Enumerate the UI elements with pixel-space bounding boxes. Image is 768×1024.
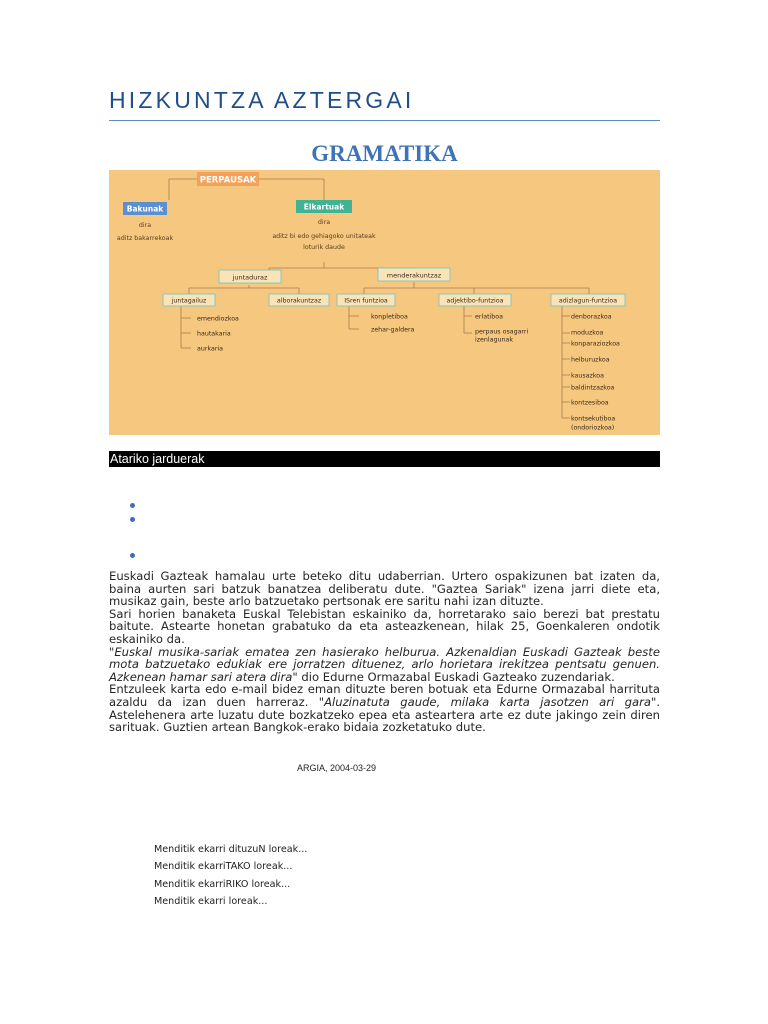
isren-label: ISren funtzioa bbox=[344, 297, 388, 305]
page-title: HIZKUNTZA AZTERGAI bbox=[109, 87, 415, 113]
phrase-list bbox=[154, 844, 307, 913]
quote-1-attribution: dio Edurne Ormazabal Euskadi Gazteako zuzendariak. bbox=[297, 669, 615, 684]
leaf-konpletiboa: konpletiboa bbox=[371, 313, 408, 321]
leaf-baldintzazkoa: baldintzazkoa bbox=[571, 384, 615, 392]
leaf-konparaziozkoa: konparaziozkoa bbox=[571, 340, 620, 348]
elkartuak-label: Elkartuak bbox=[303, 202, 345, 212]
elkartuak-line-1: dira bbox=[317, 219, 331, 226]
phrase-item: Menditik ekarriRIKO loreak... bbox=[154, 878, 291, 890]
phrase-item: Menditik ekarri loreak... bbox=[154, 895, 268, 907]
leaf-zehar-galdera: zehar-galdera bbox=[371, 326, 415, 334]
leaf-hautakaria: hautakaria bbox=[197, 330, 231, 338]
elkartuak-line-3: loturik daude bbox=[303, 244, 345, 251]
article-text bbox=[109, 570, 660, 734]
activity-heading-bar bbox=[109, 451, 660, 467]
leaf-izenlagunak: izenlagunak bbox=[475, 336, 514, 344]
juntagailuz-label: juntagailuz bbox=[171, 297, 207, 305]
leaf-kontzesiboa: kontzesiboa bbox=[571, 399, 609, 407]
activity-heading: Atariko jarduerak bbox=[110, 452, 205, 466]
page-header bbox=[109, 87, 660, 114]
leaf-emendiozkoa: emendiozkoa bbox=[197, 315, 239, 323]
alborakuntzaz-label: alborakuntzaz bbox=[276, 297, 322, 305]
paragraph-4-start: Entzuleek karta edo e-mail bidez eman dituzte beren botuak eta Edurne Ormazabal harrituta azaldu da izan duen harreraz. bbox=[109, 682, 660, 709]
phrase-item: Menditik ekarri dituzuN loreak... bbox=[154, 844, 308, 855]
leaf-perpaus-osagarri: perpaus osagarri bbox=[475, 328, 529, 336]
section-title: GRAMATIKA bbox=[311, 141, 458, 166]
leaf-kontsekutiboa: kontsekutiboa bbox=[571, 415, 616, 423]
menderakuntzaz-label: menderakuntzaz bbox=[386, 271, 442, 280]
phrase-item: Menditik ekarriTAKO loreak... bbox=[154, 861, 293, 873]
bakunak-label: Bakunak bbox=[126, 204, 164, 214]
empty-bullet bbox=[130, 517, 135, 522]
leaf-ondoriozkoa: (ondoriozkoa) bbox=[571, 424, 615, 432]
article-paragraph-3 bbox=[109, 646, 660, 684]
leaf-denborazkoa: denborazkoa bbox=[571, 313, 612, 321]
header-divider bbox=[109, 120, 660, 121]
adizlagun-label: adizlagun-funtzioa bbox=[558, 297, 618, 305]
article-paragraph-2: Sari horien banaketa Euskal Telebistan eskainiko da, horretarako saio berezi bat prestatu baitute. Astearte honetan grabatuko da eta asteazkenean, hilak 25, Goenkaleren ondotik eskainiko da. bbox=[109, 606, 660, 646]
leaf-helburuzkoa: helburuzkoa bbox=[571, 356, 610, 364]
paragraph-4-end: . Astelehenera arte luzatu dute bozkatzeko epea eta asteartera arte ez dute jakingo zein diren sarituak. Guztien artean Bangkok-erako bidaia zozketatuko dute. bbox=[109, 694, 660, 735]
empty-bullet bbox=[130, 553, 135, 558]
empty-bullet bbox=[130, 503, 135, 508]
leaf-kausazkoa: kausazkoa bbox=[571, 372, 604, 380]
quote-1: "Euskal musika-sariak ematea zen hasierako helburua. Azkenaldian Euskadi Gazteak beste mota batzuetako edukiak ere jorratzen dituenez, arlo horietara irekitzea pentsatu genuen. Azkenean hamar sari atera dira" bbox=[109, 644, 660, 684]
leaf-erlatiboa: erlatiboa bbox=[475, 313, 503, 321]
root-label: PERPAUSAK bbox=[199, 175, 257, 186]
juntaduraz-label: juntaduraz bbox=[232, 273, 268, 282]
bakunak-line-2: aditz bakarrekoak bbox=[116, 235, 174, 242]
elkartuak-line-2: aditz bi edo gehiagoko unitateak bbox=[272, 233, 376, 240]
leaf-aurkaria: aurkaria bbox=[197, 345, 224, 353]
article-source: ARGIA, 2004-03-29 bbox=[297, 763, 377, 773]
adjektibo-label: adjektibo-funtzioa bbox=[446, 297, 504, 305]
bakunak-line-1: dira bbox=[138, 222, 152, 229]
leaf-moduzkoa: moduzkoa bbox=[571, 329, 604, 337]
sentence-types-diagram bbox=[109, 170, 660, 435]
article-paragraph-4 bbox=[109, 683, 660, 733]
article-paragraph-1: Euskadi Gazteak hamalau urte beteko ditu udaberrian. Urtero ospakizunen bat izaten da, baina aurten sari batzuk banatzea deliberatu dute. "Gaztea Sariak" izena jarri diete eta, musikaz gain, beste arlo batzuetako pertsonak ere saritu nahi izan dituzte. bbox=[109, 569, 660, 609]
quote-2: "Aluzinatuta gaude, milaka karta jasotzen ari gara" bbox=[318, 694, 657, 709]
